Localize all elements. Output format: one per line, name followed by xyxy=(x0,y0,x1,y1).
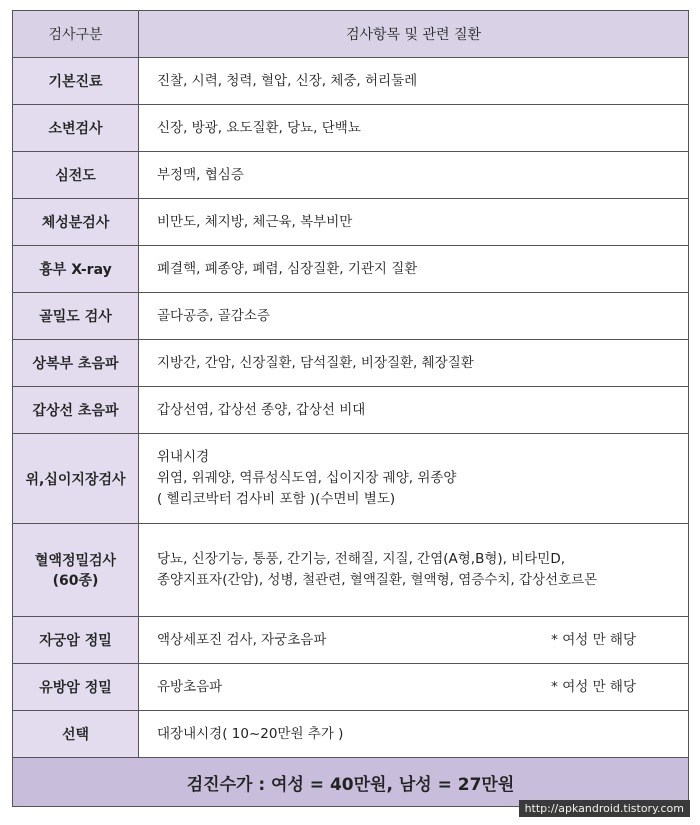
value-text: 유방초음파 xyxy=(157,678,223,695)
row-value: 신장, 방광, 요도질환, 당뇨, 단백뇨 xyxy=(139,105,689,152)
row-label: 선택 xyxy=(13,711,139,758)
table-row xyxy=(13,711,689,758)
row-value xyxy=(139,617,689,664)
row-label: 골밀도 검사 xyxy=(13,293,139,340)
header-items: 검사항목 및 관련 질환 xyxy=(139,11,689,58)
row-label xyxy=(13,524,139,617)
table-row xyxy=(13,293,689,340)
exam-table-frame xyxy=(12,10,688,815)
row-label: 기본진료 xyxy=(13,58,139,105)
value-line: 위염, 위궤양, 역류성식도염, 십이지장 궤양, 위종양 xyxy=(157,470,457,486)
table-row xyxy=(13,199,689,246)
watermark: http://apkandroid.tistory.com xyxy=(519,800,690,817)
row-value: 폐결핵, 폐종양, 폐렴, 심장질환, 기관지 질환 xyxy=(139,246,689,293)
row-value: 비만도, 체지방, 체근육, 복부비만 xyxy=(139,199,689,246)
row-label: 심전도 xyxy=(13,152,139,199)
row-value: 지방간, 간암, 신장질환, 담석질환, 비장질환, 췌장질환 xyxy=(139,340,689,387)
row-value: 부정맥, 협심증 xyxy=(139,152,689,199)
table-row xyxy=(13,246,689,293)
row-label: 유방암 정밀 xyxy=(13,664,139,711)
row-label: 위,십이지장검사 xyxy=(13,434,139,524)
value-line: ( 헬리코박터 검사비 포함 )(수면비 별도) xyxy=(157,491,396,507)
row-value xyxy=(139,664,689,711)
row-label: 자궁암 정밀 xyxy=(13,617,139,664)
label-line: (60종) xyxy=(52,573,99,589)
header-category: 검사구분 xyxy=(13,11,139,58)
row-value: 골다공증, 골감소증 xyxy=(139,293,689,340)
table-header-row xyxy=(13,11,689,58)
table-row xyxy=(13,524,689,617)
table-row xyxy=(13,387,689,434)
value-note: * 여성 만 해당 xyxy=(551,631,636,648)
table-row xyxy=(13,617,689,664)
price-summary: 검진수가 : 여성 = 40만원, 남성 = 27만원 xyxy=(13,758,689,807)
label-line: 혈액정밀검사 xyxy=(34,553,117,569)
table-row xyxy=(13,340,689,387)
row-label: 갑상선 초음파 xyxy=(13,387,139,434)
row-value: 진찰, 시력, 청력, 혈압, 신장, 체중, 허리둘레 xyxy=(139,58,689,105)
row-label: 상복부 초음파 xyxy=(13,340,139,387)
value-text: 액상세포진 검사, 자궁초음파 xyxy=(157,631,327,648)
table-row xyxy=(13,664,689,711)
table-row xyxy=(13,152,689,199)
row-value: 갑상선염, 갑상선 종양, 갑상선 비대 xyxy=(139,387,689,434)
table-row xyxy=(13,105,689,152)
row-value: 대장내시경( 10~20만원 추가 ) xyxy=(139,711,689,758)
value-line: 종양지표자(간암), 성병, 철관련, 혈액질환, 혈액형, 염증수치, 갑상선호르몬 xyxy=(157,572,598,588)
value-line: 당뇨, 신장기능, 통풍, 간기능, 전해질, 지질, 간염(A형,B형), 비타민D, xyxy=(157,551,566,567)
exam-table xyxy=(12,10,689,807)
table-row xyxy=(13,434,689,524)
row-label: 흉부 X-ray xyxy=(13,246,139,293)
row-value xyxy=(139,434,689,524)
value-note: * 여성 만 해당 xyxy=(551,678,636,695)
row-label: 체성분검사 xyxy=(13,199,139,246)
value-line: 위내시경 xyxy=(157,449,210,465)
row-value xyxy=(139,524,689,617)
row-label: 소변검사 xyxy=(13,105,139,152)
table-row xyxy=(13,58,689,105)
